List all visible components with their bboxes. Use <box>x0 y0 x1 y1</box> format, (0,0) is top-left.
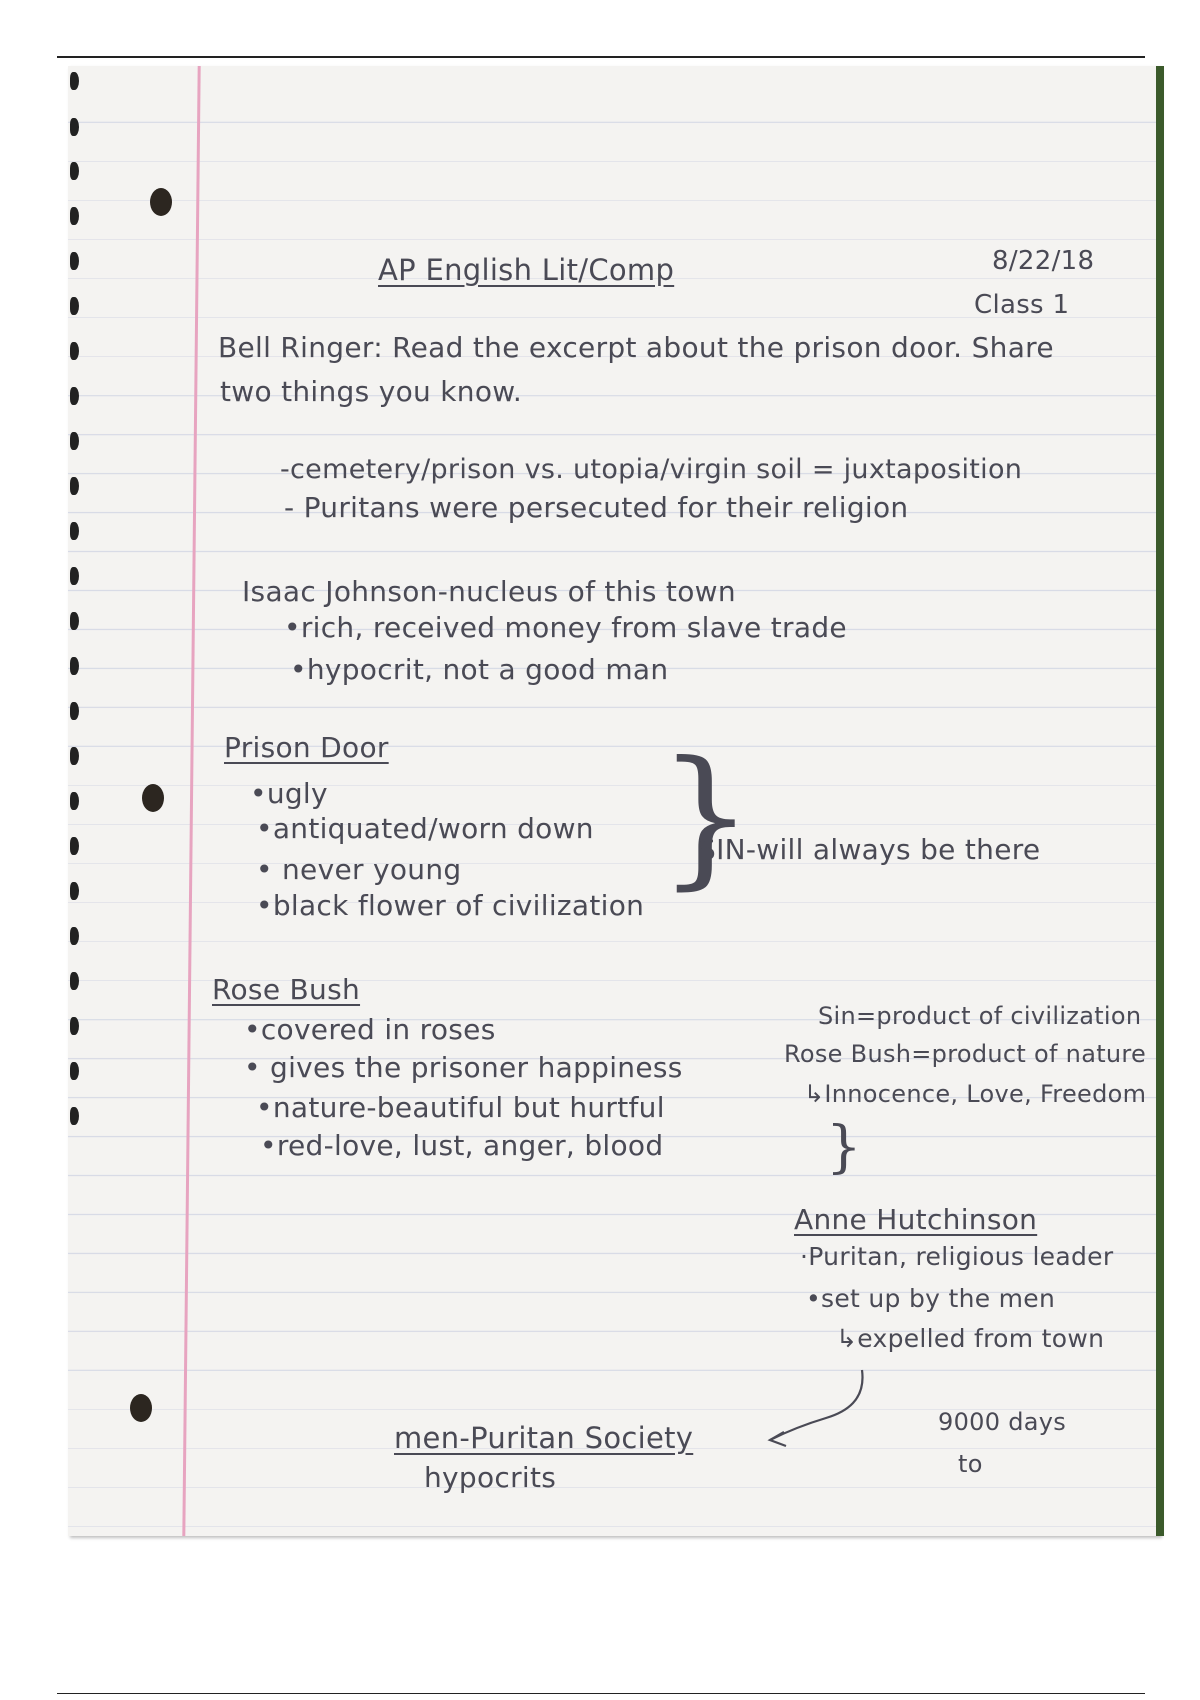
corner-note: 9000 days <box>938 1408 1067 1436</box>
curly-brace: } <box>658 730 754 904</box>
bell-ringer-prompt-cont: two things you know. <box>220 375 523 408</box>
rose-bush-point: • gives the prisoner happiness <box>244 1051 683 1084</box>
curly-brace-small: } <box>826 1115 862 1180</box>
prison-door-point: •black flower of civilization <box>256 889 645 922</box>
sin-definition: Sin=product of civilization <box>818 1002 1142 1030</box>
anne-heading: Anne Hutchinson <box>794 1203 1038 1236</box>
isaac-point: •hypocrit, not a good man <box>290 653 669 686</box>
men-note: hypocrits <box>424 1461 557 1494</box>
bell-ringer-point: - Puritans were persecuted for their religion <box>284 491 909 524</box>
bottom-rule <box>57 1693 1145 1694</box>
prison-door-point: •ugly <box>250 777 328 810</box>
corner-note-cont: to <box>958 1450 983 1478</box>
rose-bush-meaning: ↳Innocence, Love, Freedom <box>804 1080 1147 1108</box>
rose-bush-heading: Rose Bush <box>212 973 361 1006</box>
anne-point: ↳expelled from town <box>836 1324 1105 1353</box>
rose-bush-point: •red-love, lust, anger, blood <box>260 1129 664 1162</box>
rose-bush-point: •nature-beautiful but hurtful <box>256 1091 665 1124</box>
rose-bush-point: •covered in roses <box>244 1013 496 1046</box>
isaac-heading: Isaac Johnson-nucleus of this town <box>242 575 736 608</box>
prison-door-point: •antiquated/worn down <box>256 812 594 845</box>
class-label: Class 1 <box>974 290 1070 320</box>
men-heading: men-Puritan Society <box>394 1421 694 1455</box>
isaac-point: •rich, received money from slave trade <box>284 611 847 644</box>
anne-point: •set up by the men <box>806 1284 1056 1313</box>
bell-ringer-prompt: Bell Ringer: Read the excerpt about the prison door. Share <box>218 331 1054 364</box>
page-title: AP English Lit/Comp <box>378 253 675 287</box>
prison-door-heading: Prison Door <box>224 731 389 764</box>
prison-door-summary: SIN-will always be there <box>698 833 1041 866</box>
bell-ringer-point: -cemetery/prison vs. utopia/virgin soil = juxtaposition <box>280 454 1023 485</box>
rose-bush-definition: Rose Bush=product of nature <box>784 1040 1147 1068</box>
anne-point: ·Puritan, religious leader <box>800 1242 1114 1271</box>
prison-door-point: • never young <box>256 853 462 886</box>
date: 8/22/18 <box>992 246 1095 276</box>
